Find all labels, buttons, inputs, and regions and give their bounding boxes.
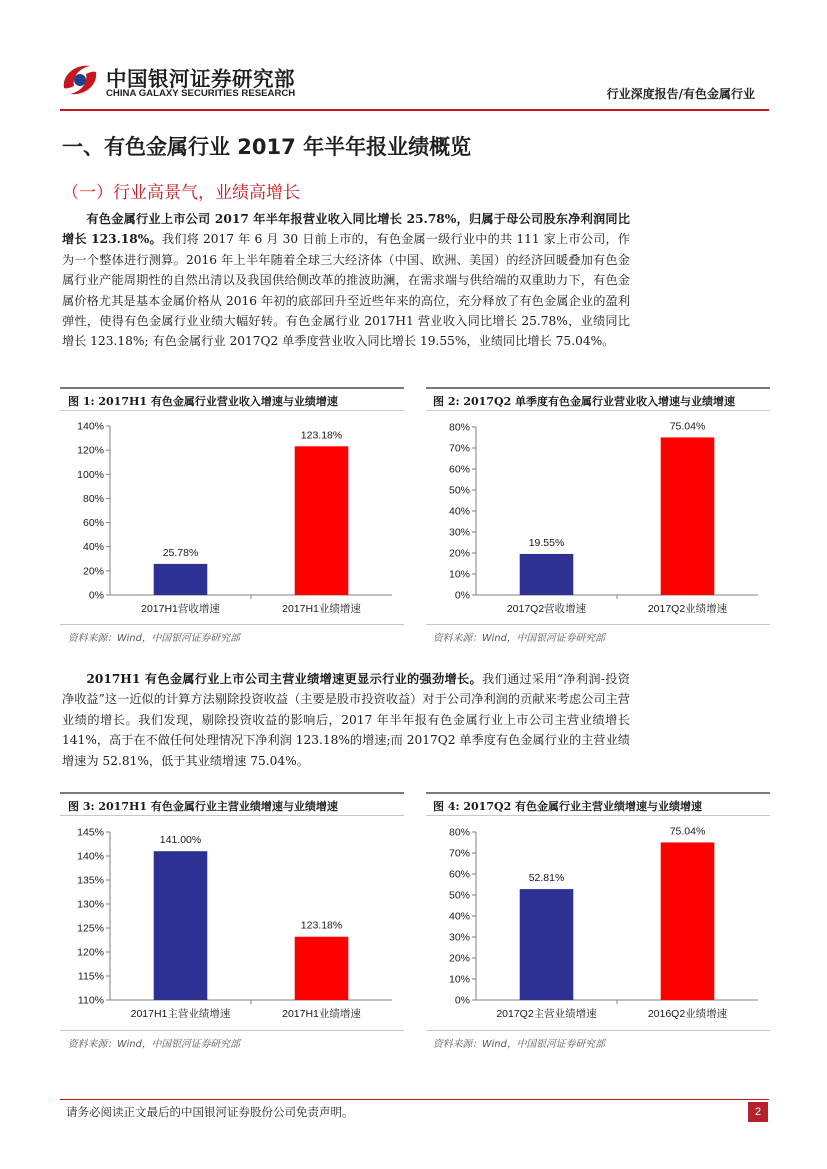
figure-3-bottom-rule bbox=[60, 1030, 404, 1031]
data-label-2: 75.04% bbox=[669, 420, 706, 433]
figure-3-title-rule bbox=[60, 815, 404, 816]
y-tick-label: 50% bbox=[448, 889, 470, 902]
x-category-label: 2017Q2业绩增速 bbox=[647, 603, 728, 615]
subsection-title: （一）行业高景气，业绩高增长 bbox=[62, 183, 300, 203]
figure-1-title: 图 1: 2017H1 有色金属行业营业收入增速与业绩增速 bbox=[68, 395, 338, 408]
paragraph-2 bbox=[62, 669, 630, 771]
y-tick-label: 140% bbox=[77, 850, 104, 863]
paragraph-2-lead: 2017H1 有色金属行业上市公司主营业绩增速更显示行业的强劲增长。 bbox=[86, 672, 482, 686]
x-category-label: 2017H1主营业绩增速 bbox=[130, 1008, 231, 1020]
y-tick-label: 20% bbox=[448, 952, 470, 965]
y-tick-label: 40% bbox=[448, 505, 470, 518]
figure-4-title: 图 4: 2017Q2 有色金属行业主营业绩增速与业绩增速 bbox=[433, 800, 703, 813]
y-tick-label: 140% bbox=[77, 420, 104, 433]
figure-3-chart bbox=[60, 817, 404, 1027]
section-title: 一、有色金属行业 2017 年半年报业绩概览 bbox=[62, 135, 472, 159]
y-tick-label: 145% bbox=[77, 826, 104, 839]
figure-3-top-rule bbox=[60, 792, 404, 794]
logo-chinese-text: 中国银河证券研究部 bbox=[106, 67, 295, 91]
y-tick-label: 125% bbox=[77, 922, 104, 935]
data-label-1: 25.78% bbox=[162, 546, 199, 559]
figure-4-source: 资料来源：Wind，中国银河证券研究部 bbox=[433, 1039, 605, 1050]
bar-1 bbox=[520, 889, 574, 1000]
bar-1 bbox=[154, 564, 208, 595]
y-tick-label: 0% bbox=[454, 589, 470, 602]
figure-2-title: 图 2: 2017Q2 单季度有色金属行业营业收入增速与业绩增速 bbox=[433, 395, 736, 408]
data-label-2: 75.04% bbox=[669, 825, 706, 838]
figure-3-title: 图 3: 2017H1 有色金属行业主营业绩增速与业绩增速 bbox=[68, 800, 338, 813]
figure-2-top-rule bbox=[426, 387, 770, 389]
x-category-label: 2017H1业绩增速 bbox=[282, 1008, 361, 1020]
figure-1-source: 资料来源：Wind，中国银河证券研究部 bbox=[68, 633, 240, 644]
y-tick-label: 115% bbox=[77, 970, 104, 983]
figure-2-source: 资料来源：Wind，中国银河证券研究部 bbox=[433, 633, 605, 644]
paragraph-2-body: 我们通过采用“净利润-投资净收益”这一近似的计算方法剔除投资收益（主要是股市投资收益）对于公司净利润的贡献来考虑公司主营业绩的增长。我们发现，剔除投资收益的影响后，2017 年半年报有色金属行业上市公司主营业绩增长 141%，高于在不做任何处理情况下净利润 123.18%的增速;而 2017Q2 单季度有色金属行业的主营业绩增速为 52.81%，低于其业绩增速 75.04%。 bbox=[62, 672, 630, 768]
y-tick-label: 60% bbox=[448, 868, 470, 881]
y-tick-label: 0% bbox=[454, 994, 470, 1007]
figure-4-top-rule bbox=[426, 792, 770, 794]
page-number: 2 bbox=[748, 1102, 768, 1122]
galaxy-logo-icon bbox=[60, 58, 100, 102]
y-tick-label: 120% bbox=[77, 444, 104, 457]
y-tick-label: 80% bbox=[448, 421, 470, 434]
y-tick-label: 60% bbox=[448, 463, 470, 476]
figure-1-title-rule bbox=[60, 410, 404, 411]
paragraph-1-lead: 有色金属行业上市公司 2017 年半年报营业收入同比增长 25.78%，归属于母公司股东净利润同比增长 123.18%。 bbox=[62, 212, 630, 247]
bar-2 bbox=[295, 937, 349, 1000]
figure-1-top-rule bbox=[60, 387, 404, 389]
y-tick-label: 60% bbox=[82, 517, 104, 530]
y-tick-label: 10% bbox=[448, 568, 470, 581]
y-tick-label: 70% bbox=[448, 442, 470, 455]
figure-2-bottom-rule bbox=[426, 624, 770, 625]
bar-1 bbox=[520, 554, 574, 595]
y-tick-label: 80% bbox=[448, 826, 470, 839]
y-tick-label: 50% bbox=[448, 484, 470, 497]
y-tick-label: 80% bbox=[82, 492, 104, 505]
figure-4-title-rule bbox=[426, 815, 770, 816]
data-label-1: 19.55% bbox=[528, 536, 565, 549]
y-tick-label: 120% bbox=[77, 946, 104, 959]
y-tick-label: 40% bbox=[448, 910, 470, 923]
logo-english-text: CHINA GALAXY SECURITIES RESEARCH bbox=[106, 88, 296, 99]
data-label-1: 141.00% bbox=[159, 834, 202, 847]
y-tick-label: 70% bbox=[448, 847, 470, 860]
figure-4-bottom-rule bbox=[426, 1030, 770, 1031]
bar-2 bbox=[661, 437, 715, 595]
paragraph-1 bbox=[62, 209, 630, 352]
y-tick-label: 40% bbox=[82, 541, 104, 554]
y-tick-label: 20% bbox=[448, 547, 470, 560]
figure-2-chart bbox=[426, 412, 770, 622]
footer-divider bbox=[60, 1099, 769, 1100]
x-category-label: 2016Q2业绩增速 bbox=[647, 1008, 728, 1020]
figure-1-chart bbox=[60, 412, 404, 622]
footer-disclaimer: 请务必阅读正文最后的中国银河证券股份公司免责声明。 bbox=[66, 1105, 354, 1119]
y-tick-label: 10% bbox=[448, 973, 470, 986]
y-tick-label: 0% bbox=[88, 589, 104, 602]
data-label-1: 52.81% bbox=[528, 872, 565, 885]
figure-3-source: 资料来源：Wind，中国银河证券研究部 bbox=[68, 1039, 240, 1050]
x-category-label: 2017H1营收增速 bbox=[141, 603, 220, 615]
figure-1-bottom-rule bbox=[60, 624, 404, 625]
y-tick-label: 135% bbox=[77, 874, 104, 887]
x-category-label: 2017H1业绩增速 bbox=[282, 603, 361, 615]
x-category-label: 2017Q2主营业绩增速 bbox=[496, 1008, 597, 1020]
paragraph-1-body: 我们将 2017 年 6 月 30 日前上市的，有色金属一级行业中的共 111 家上市公司，作为一个整体进行测算。2016 年上半年随着全球三大经济体（中国、欧洲、美国）的经济回暖叠加有色金属行业产能周期性的自然出清以及我国供给侧改革的推波助澜，在需求端与供给端的双重助力下，有色金属价格尤其是基本金属价格从 2016 年初的底部回升至近些年来的高位，充分释放了有色金属企业的盈利弹性，使得有色金属行业业绩大幅好转。有色金属行业 2017H1 营业收入同比增长 25.78%，业绩同比增长 123.18%; 有色金属行业 2017Q2 单季度营业收入同比增长 19.55%，业绩同比增长 75.04%。 bbox=[62, 232, 630, 349]
bar-2 bbox=[295, 446, 349, 595]
y-tick-label: 130% bbox=[77, 898, 104, 911]
x-category-label: 2017Q2营收增速 bbox=[506, 603, 587, 615]
y-tick-label: 110% bbox=[77, 994, 104, 1007]
data-label-2: 123.18% bbox=[300, 429, 343, 442]
y-tick-label: 30% bbox=[448, 931, 470, 944]
y-tick-label: 30% bbox=[448, 526, 470, 539]
data-label-2: 123.18% bbox=[300, 919, 343, 932]
figure-2-title-rule bbox=[426, 410, 770, 411]
report-type-label: 行业深度报告/有色金属行业 bbox=[606, 87, 755, 101]
figure-4-chart bbox=[426, 817, 770, 1027]
y-tick-label: 100% bbox=[77, 468, 104, 481]
header-divider bbox=[60, 109, 769, 111]
bar-2 bbox=[661, 842, 715, 1000]
y-tick-label: 20% bbox=[82, 565, 104, 578]
bar-1 bbox=[154, 851, 208, 1000]
